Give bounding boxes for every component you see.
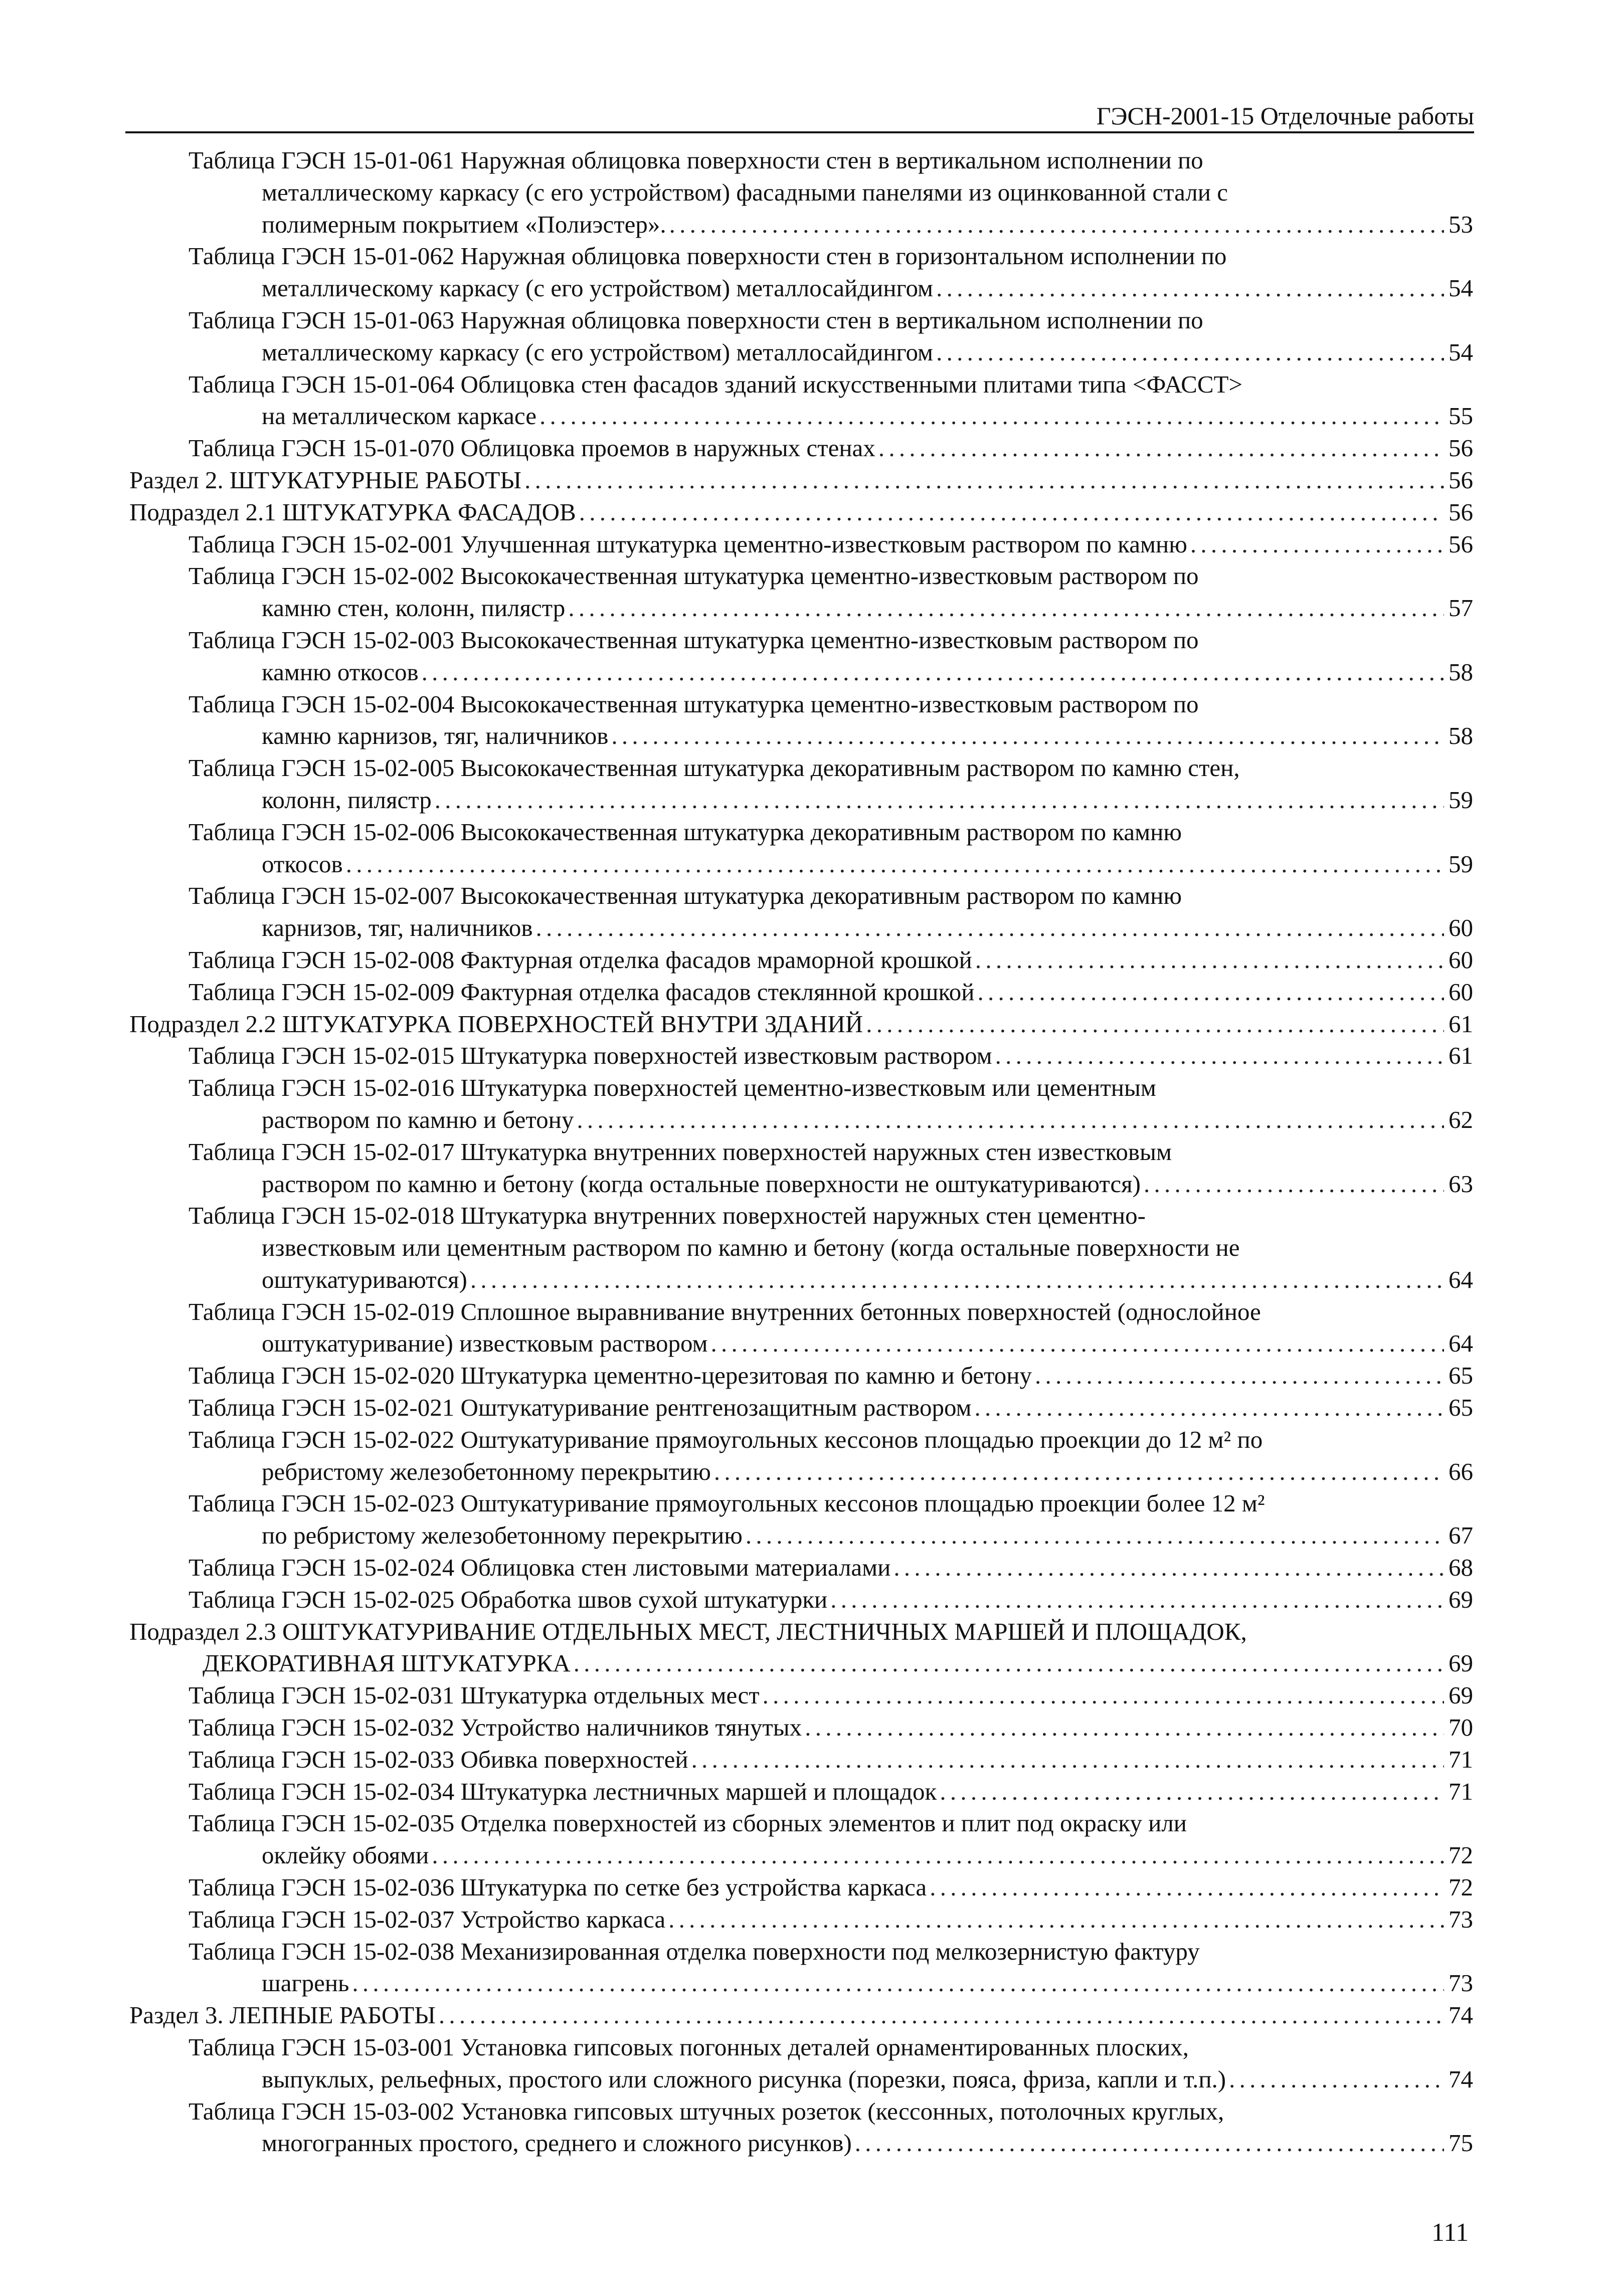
toc-entry-line (189, 1584, 1473, 1616)
toc-page-number: 69 (1449, 1681, 1473, 1709)
toc-entry-line (189, 2063, 1473, 2095)
toc-entry-line: Таблица ГЭСН 15-01-061 Наружная облицовка поверхности стен в вертикальном исполнении по (189, 146, 1203, 174)
toc-entry-line: Таблица ГЭСН 15-02-002 Высококачественная штукатурка цементно-известковым раствором по (189, 562, 1199, 590)
dot-leader (711, 1327, 1444, 1360)
dot-leader (579, 496, 1444, 528)
toc-entry-table[interactable] (129, 1136, 1473, 1200)
toc-page-number: 54 (1449, 338, 1473, 366)
toc-entry-line (189, 976, 1473, 1008)
toc-entry-text: Таблица ГЭСН 15-02-021 Оштукатуривание рентгенозащитным раствором (189, 1394, 972, 1422)
toc-entry-line (189, 1711, 1473, 1744)
toc-entry-table[interactable] (129, 944, 1473, 976)
toc-page-number: 65 (1449, 1362, 1473, 1390)
toc-entry-line: Таблица ГЭСН 15-02-017 Штукатурка внутренних поверхностей наружных стен известковым (189, 1137, 1172, 1166)
toc-entry-text: Таблица ГЭСН 15-02-008 Фактурная отделка фасадов мраморной крошкой (189, 945, 972, 974)
toc-entry-table[interactable] (129, 1936, 1473, 2000)
dot-leader (574, 1647, 1444, 1679)
toc-entry-table[interactable] (129, 2031, 1473, 2095)
table-of-contents (129, 144, 1473, 2159)
toc-entry-table[interactable] (129, 816, 1473, 880)
toc-entry-line: Таблица ГЭСН 15-02-016 Штукатурка поверхностей цементно-известковым или цементным (189, 1074, 1156, 1102)
toc-entry-line (189, 1392, 1473, 1424)
dot-leader (936, 336, 1444, 368)
toc-entry-table[interactable] (129, 368, 1473, 433)
toc-page-number: 68 (1449, 1554, 1473, 1582)
dot-leader (352, 1967, 1444, 1999)
dot-leader (1144, 1168, 1444, 1200)
toc-entry-table[interactable] (129, 624, 1473, 688)
toc-entry-line (189, 1456, 1473, 1488)
dot-leader (978, 976, 1444, 1008)
toc-page-number: 70 (1449, 1713, 1473, 1742)
dot-leader (940, 1776, 1444, 1808)
toc-entry-table[interactable] (129, 528, 1473, 560)
toc-page-number: 53 (1449, 210, 1473, 238)
toc-entry-line (129, 496, 1473, 528)
toc-page-number: 60 (1449, 945, 1473, 974)
dot-leader (435, 784, 1444, 816)
toc-entry-table[interactable] (129, 1072, 1473, 1136)
toc-entry-line (189, 592, 1473, 624)
toc-entry-text: Раздел 3. ЛЕПНЫЕ РАБОТЫ (129, 2001, 436, 2029)
toc-entry-table[interactable] (129, 1296, 1473, 1360)
dot-leader (535, 912, 1444, 944)
toc-page-number: 75 (1449, 2129, 1473, 2157)
toc-entry-line (189, 1903, 1473, 1936)
dot-leader (691, 1744, 1444, 1776)
dot-leader (975, 944, 1444, 976)
toc-page-number: 69 (1449, 1585, 1473, 1613)
dot-leader (936, 272, 1444, 304)
dot-leader (577, 1104, 1444, 1136)
toc-entry-subsection[interactable] (129, 496, 1473, 528)
toc-page-number: 74 (1449, 2065, 1473, 2093)
dot-leader (422, 656, 1444, 688)
toc-entry-text: Таблица ГЭСН 15-02-015 Штукатурка поверхностей известковым раствором (189, 1042, 992, 1070)
toc-entry-table[interactable] (129, 1871, 1473, 1903)
toc-entry-section[interactable] (129, 464, 1473, 496)
toc-entry-text: Подраздел 2.2 ШТУКАТУРКА ПОВЕРХНОСТЕЙ ВНУТРИ ЗДАНИЙ (129, 1010, 863, 1038)
toc-entry-text: Таблица ГЭСН 15-02-032 Устройство наличников тянутых (189, 1713, 802, 1742)
toc-entry-table[interactable] (129, 1424, 1473, 1488)
dot-leader (1190, 528, 1444, 560)
toc-entry-line: Таблица ГЭСН 15-02-007 Высококачественная штукатурка декоративным раствором по камню (189, 882, 1182, 910)
dot-leader (995, 1040, 1444, 1072)
toc-page-number: 65 (1449, 1394, 1473, 1422)
toc-page-number: 73 (1449, 1969, 1473, 1997)
dot-leader (975, 1392, 1444, 1424)
toc-entry-line (129, 1999, 1473, 2031)
toc-entry-text: многогранных простого, среднего и сложного рисунков) (262, 2129, 852, 2157)
toc-entry-text: оштукатуриваются) (262, 1265, 467, 1293)
toc-entry-line: Таблица ГЭСН 15-02-006 Высококачественная штукатурка декоративным раствором по камню (189, 818, 1182, 846)
dot-leader (669, 209, 1444, 241)
toc-entry-line (189, 720, 1473, 752)
dot-leader (524, 464, 1444, 496)
toc-entry-text: откосов (262, 850, 343, 878)
toc-entry-line (129, 1008, 1473, 1040)
toc-page-number: 56 (1449, 434, 1473, 462)
toc-entry-text: Таблица ГЭСН 15-02-001 Улучшенная штукатурка цементно-известковым раствором по камню (189, 530, 1187, 558)
toc-page-number: 66 (1449, 1457, 1473, 1485)
dot-leader (855, 2127, 1444, 2159)
toc-entry-table[interactable] (129, 1744, 1473, 1776)
toc-entry-table[interactable] (129, 1711, 1473, 1744)
toc-page-number: 58 (1449, 658, 1473, 686)
toc-page-number: 67 (1449, 1521, 1473, 1550)
toc-entry-line (189, 1839, 1473, 1871)
dot-leader (930, 1871, 1444, 1903)
toc-entry-section[interactable] (129, 1999, 1473, 2031)
toc-page-number: 56 (1449, 530, 1473, 558)
toc-entry-line (189, 1264, 1473, 1296)
toc-entry-text: Раздел 2. ШТУКАТУРНЫЕ РАБОТЫ (129, 466, 522, 494)
toc-entry-text: ДЕКОРАТИВНАЯ ШТУКАТУРКА (203, 1649, 571, 1677)
dot-leader (805, 1711, 1444, 1744)
toc-entry-table[interactable] (129, 304, 1473, 368)
toc-entry-table[interactable] (129, 240, 1473, 304)
header-title: ГЭСН-2001-15 Отделочные работы (1096, 102, 1474, 130)
toc-entry-line (189, 400, 1473, 432)
toc-entry-table[interactable] (129, 976, 1473, 1008)
toc-entry-text: камню стен, колонн, пилястр (262, 594, 566, 622)
dot-leader (763, 1679, 1444, 1711)
toc-entry-line (189, 1360, 1473, 1392)
toc-entry-line (189, 1776, 1473, 1808)
toc-entry-line: Таблица ГЭСН 15-02-005 Высококачественная штукатурка декоративным раствором по камню стен, (189, 754, 1240, 782)
dot-leader (714, 1456, 1444, 1488)
toc-entry-text: Таблица ГЭСН 15-02-036 Штукатурка по сетке без устройства каркаса (189, 1873, 927, 1901)
toc-entry-table[interactable] (129, 1040, 1473, 1072)
dot-leader (893, 1552, 1444, 1584)
toc-entry-text: металлическому каркасу (с его устройством) металлосайдингом (262, 274, 934, 302)
dot-leader (668, 1903, 1444, 1936)
toc-entry-text: Таблица ГЭСН 15-02-020 Штукатурка цементно-церезитовая по камню и бетону (189, 1362, 1032, 1390)
toc-entry-line (189, 272, 1473, 304)
toc-entry-text: Таблица ГЭСН 15-02-037 Устройство каркаса (189, 1905, 666, 1933)
toc-page-number: 62 (1449, 1105, 1473, 1133)
toc-entry-table[interactable] (129, 1392, 1473, 1424)
dot-leader (539, 400, 1444, 432)
toc-entry-line: Таблица ГЭСН 15-02-018 Штукатурка внутренних поверхностей наружных стен цементно- (189, 1202, 1146, 1230)
toc-entry-table[interactable] (129, 880, 1473, 944)
toc-entry-line: Таблица ГЭСН 15-02-004 Высококачественная штукатурка цементно-известковым раствором по (189, 690, 1199, 718)
toc-entry-text: по ребристому железобетонному перекрытию (262, 1521, 743, 1550)
toc-entry-line: Таблица ГЭСН 15-02-022 Оштукатуривание прямоугольных кессонов площадью проекции до 12 м² по (189, 1425, 1263, 1453)
dot-leader (878, 432, 1444, 464)
toc-entry-line (189, 528, 1473, 560)
toc-entry-table[interactable] (129, 432, 1473, 464)
toc-entry-line (189, 1519, 1473, 1552)
toc-entry-table[interactable] (129, 1679, 1473, 1711)
toc-entry-line (189, 912, 1473, 944)
toc-entry-line (189, 784, 1473, 816)
toc-entry-text: Подраздел 2.1 ШТУКАТУРКА ФАСАДОВ (129, 498, 576, 526)
toc-entry-table[interactable] (129, 1584, 1473, 1616)
toc-entry-line: металлическому каркасу (с его устройством) фасадными панелями из оцинкованной стали с (262, 178, 1228, 206)
toc-entry-line: Таблица ГЭСН 15-03-001 Установка гипсовых погонных деталей орнаментированных плоских, (189, 2033, 1189, 2061)
toc-entry-line: известковым или цементным раствором по камню и бетону (когда остальные поверхности не (262, 1234, 1240, 1262)
toc-entry-text: Таблица ГЭСН 15-02-031 Штукатурка отдельных мест (189, 1681, 760, 1709)
toc-entry-text: Таблица ГЭСН 15-02-033 Обивка поверхностей (189, 1745, 688, 1773)
toc-entry-text: камню карнизов, тяг, наличников (262, 722, 609, 750)
toc-entry-table[interactable] (129, 1200, 1473, 1295)
toc-entry-line: Таблица ГЭСН 15-02-035 Отделка поверхностей из сборных элементов и плит под окраску или (189, 1809, 1187, 1837)
toc-entry-line: Таблица ГЭСН 15-01-064 Облицовка стен фасадов зданий искусственными плитами типа <ФАССТ> (189, 370, 1243, 398)
toc-entry-table[interactable] (129, 752, 1473, 816)
toc-page-number: 57 (1449, 594, 1473, 622)
toc-entry-text: оклейку обоями (262, 1841, 429, 1869)
toc-entry-line (189, 1967, 1473, 1999)
toc-entry-line (189, 209, 1473, 241)
toc-entry-line: Таблица ГЭСН 15-02-023 Оштукатуривание прямоугольных кессонов площадью проекции более 12 м² (189, 1489, 1265, 1517)
toc-entry-table[interactable] (129, 1807, 1473, 1871)
toc-entry-text: оштукатуривание) известковым раствором (262, 1329, 708, 1358)
toc-page-number: 64 (1449, 1329, 1473, 1358)
toc-entry-table[interactable] (129, 1776, 1473, 1808)
toc-entry-line (189, 1327, 1473, 1360)
toc-entry-text: Таблица ГЭСН 15-02-009 Фактурная отделка фасадов стеклянной крошкой (189, 978, 975, 1006)
toc-entry-text: металлическому каркасу (с его устройством) металлосайдингом (262, 338, 934, 366)
toc-page-number: 56 (1449, 466, 1473, 494)
toc-entry-line: Таблица ГЭСН 15-02-003 Высококачественная штукатурка цементно-известковым раствором по (189, 626, 1199, 654)
dot-leader (568, 592, 1444, 624)
toc-entry-line (189, 1744, 1473, 1776)
toc-page-number: 61 (1449, 1010, 1473, 1038)
toc-entry-line: Подраздел 2.3 ОШТУКАТУРИВАНИЕ ОТДЕЛЬНЫХ МЕСТ, ЛЕСТНИЧНЫХ МАРШЕЙ И ПЛОЩАДОК, (129, 1617, 1247, 1645)
toc-entry-line (189, 2127, 1473, 2159)
dot-leader (470, 1264, 1444, 1296)
dot-leader (866, 1008, 1444, 1040)
toc-entry-table[interactable] (129, 1552, 1473, 1584)
toc-entry-text: выпуклых, рельефных, простого или сложного рисунка (порезки, пояса, фриза, капли и т.п.) (262, 2065, 1226, 2093)
toc-page-number: 72 (1449, 1873, 1473, 1901)
toc-entry-line (129, 1647, 1473, 1679)
dot-leader (611, 720, 1444, 752)
toc-page-number: 61 (1449, 1042, 1473, 1070)
toc-entry-line (189, 1552, 1473, 1584)
toc-entry-line: Таблица ГЭСН 15-03-002 Установка гипсовых штучных розеток (кессонных, потолочных круглых, (189, 2097, 1224, 2125)
toc-entry-table[interactable] (129, 1487, 1473, 1552)
toc-entry-table[interactable] (129, 2095, 1473, 2160)
toc-entry-line: Таблица ГЭСН 15-02-038 Механизированная отделка поверхности под мелкозернистую фактуру (189, 1937, 1200, 1965)
toc-entry-subsection[interactable] (129, 1616, 1473, 1680)
toc-entry-line (189, 336, 1473, 368)
toc-entry-text: раствором по камню и бетону (когда остальные поверхности не оштукатуриваются) (262, 1170, 1141, 1198)
toc-entry-text: Таблица ГЭСН 15-02-024 Облицовка стен листовыми материалами (189, 1554, 891, 1582)
toc-entry-line (129, 464, 1473, 496)
toc-entry-text: ребристому железобетонному перекрытию (262, 1457, 711, 1485)
toc-entry-table[interactable] (129, 144, 1473, 240)
running-header (125, 95, 1474, 133)
toc-entry-line (189, 1871, 1473, 1903)
toc-page-number: 69 (1449, 1649, 1473, 1677)
toc-entry-text: шагрень (262, 1969, 349, 1997)
dot-leader (1035, 1360, 1444, 1392)
toc-page-number: 60 (1449, 978, 1473, 1006)
toc-page-number: 71 (1449, 1777, 1473, 1805)
toc-page-number: 72 (1449, 1841, 1473, 1869)
dot-leader (439, 1999, 1444, 2031)
toc-entry-text: Таблица ГЭСН 15-02-034 Штукатурка лестничных маршей и площадок (189, 1777, 937, 1805)
toc-entry-line: Таблица ГЭСН 15-01-062 Наружная облицовка поверхности стен в горизонтальном исполнении по (189, 242, 1227, 270)
toc-page-number: 64 (1449, 1265, 1473, 1293)
toc-page-number: 59 (1449, 850, 1473, 878)
toc-page-number: 60 (1449, 914, 1473, 942)
toc-page-number: 71 (1449, 1745, 1473, 1773)
toc-entry-table[interactable] (129, 688, 1473, 752)
toc-entry-text: Таблица ГЭСН 15-01-070 Облицовка проемов в наружных стенах (189, 434, 875, 462)
toc-page-number: 59 (1449, 786, 1473, 814)
toc-entry-subsection[interactable] (129, 1008, 1473, 1040)
toc-entry-text: на металлическом каркасе (262, 402, 537, 430)
toc-entry-table[interactable] (129, 560, 1473, 624)
toc-entry-line (189, 432, 1473, 464)
toc-page-number: 63 (1449, 1170, 1473, 1198)
toc-entry-line (189, 1168, 1473, 1200)
toc-entry-text: камню откосов (262, 658, 419, 686)
page-number: 111 (1431, 2218, 1469, 2247)
dot-leader (830, 1584, 1444, 1616)
toc-entry-text: колонн, пилястр (262, 786, 432, 814)
toc-entry-line (189, 944, 1473, 976)
toc-entry-table[interactable] (129, 1360, 1473, 1392)
dot-leader (432, 1839, 1444, 1871)
toc-entry-text: полимерным покрытием «Полиэстер». (262, 210, 666, 238)
toc-entry-table[interactable] (129, 1903, 1473, 1936)
toc-page-number: 54 (1449, 274, 1473, 302)
toc-entry-line (189, 1040, 1473, 1072)
toc-entry-line: Таблица ГЭСН 15-02-019 Сплошное выравнивание внутренних бетонных поверхностей (однослойное (189, 1297, 1261, 1325)
toc-entry-line (189, 848, 1473, 880)
dot-leader (346, 848, 1444, 880)
toc-entry-line: Таблица ГЭСН 15-01-063 Наружная облицовка поверхности стен в вертикальном исполнении по (189, 306, 1203, 334)
toc-page-number: 58 (1449, 722, 1473, 750)
toc-page-number: 73 (1449, 1905, 1473, 1933)
toc-entry-text: Таблица ГЭСН 15-02-025 Обработка швов сухой штукатурки (189, 1585, 828, 1613)
dot-leader (746, 1519, 1444, 1552)
toc-entry-line (189, 1679, 1473, 1711)
toc-page-number: 55 (1449, 402, 1473, 430)
toc-entry-text: раствором по камню и бетону (262, 1105, 574, 1133)
toc-entry-text: карнизов, тяг, наличников (262, 914, 533, 942)
toc-page-number: 74 (1449, 2001, 1473, 2029)
toc-entry-line (189, 656, 1473, 688)
dot-leader (1229, 2063, 1444, 2095)
toc-entry-line (189, 1104, 1473, 1136)
toc-page-number: 56 (1449, 498, 1473, 526)
